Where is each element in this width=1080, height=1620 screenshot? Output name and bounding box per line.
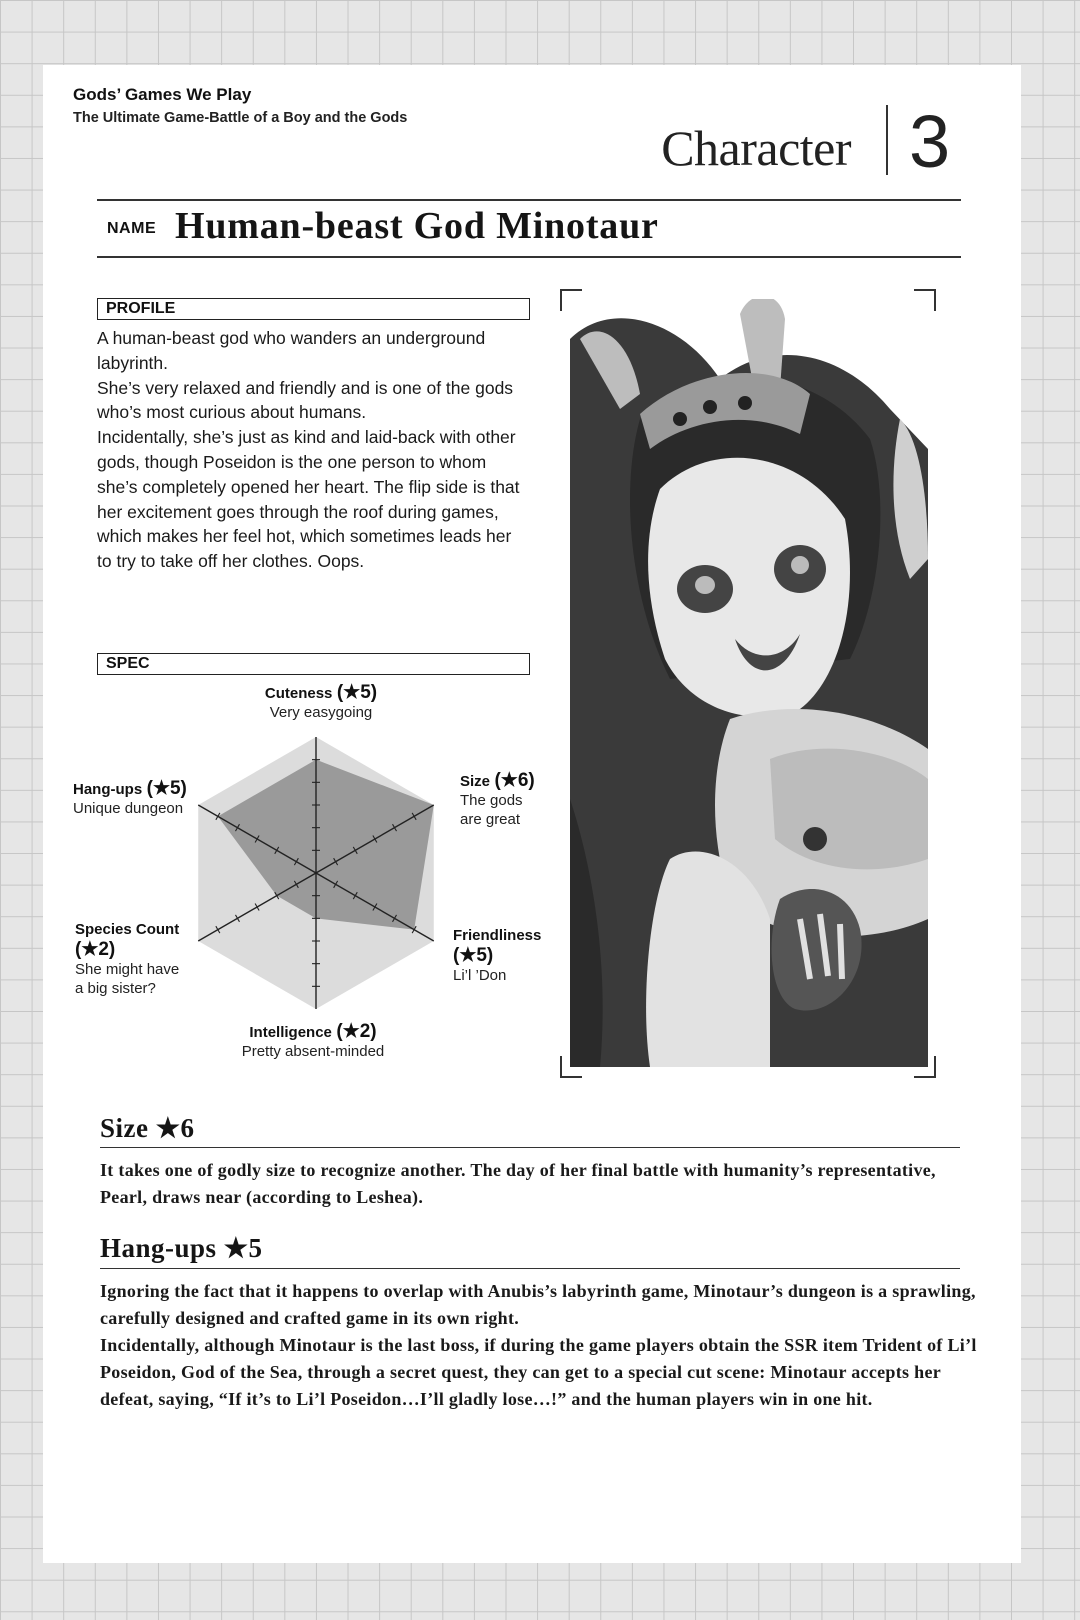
section-paragraph: Incidentally, although Minotaur is the last boss, if during the game players obtain the SSR item Trident of Li’l Poseidon, God of the Sea, through a secret quest, they can get to a special cut scene: Minotaur accepts her defeat, saying, “If it’s to Li’l Poseidon…I’ll gladly lose…!” and the human players win in one hit.: [100, 1335, 977, 1409]
name-rule-bottom: [97, 256, 961, 258]
minotaur-illustration-icon: [570, 299, 928, 1067]
section-heading: Hang-ups ★5: [100, 1233, 263, 1263]
series-subtitle: The Ultimate Game-Battle of a Boy and the Gods: [73, 110, 408, 126]
section-body: [100, 1278, 980, 1413]
series-title: Gods’ Games We Play: [73, 85, 252, 104]
stat-cuteness: [231, 681, 411, 723]
stat-description: Very easygoing: [269, 704, 373, 721]
stat-description: Li’l ’Don: [453, 967, 507, 984]
character-number: 3: [909, 100, 951, 183]
profile-text: [97, 326, 527, 574]
character-heading: Character: [661, 120, 851, 176]
stat-name: Friendliness: [453, 927, 542, 944]
name-rule-top: [97, 199, 961, 201]
section-heading: Size ★6: [100, 1113, 195, 1143]
profile-label: PROFILE: [97, 298, 530, 320]
stat-intelligence: [213, 1020, 413, 1062]
stat-name: Intelligence: [249, 1024, 332, 1041]
frame-corner-bottom-left: [560, 1056, 582, 1078]
stat-description: Pretty absent-minded: [241, 1043, 385, 1060]
stat-name: Species Count: [75, 921, 180, 938]
frame-corner-top-left: [560, 289, 582, 311]
stat-rating: (★5): [336, 682, 378, 703]
stat-species-count: [75, 921, 215, 998]
stat-description: Unique dungeon: [73, 800, 184, 817]
frame-corner-top-right: [914, 289, 936, 311]
character-page: [43, 65, 1021, 1563]
stat-description: The gods: [460, 792, 523, 809]
stat-description: are great: [460, 810, 521, 828]
stat-description: a big sister?: [75, 979, 156, 997]
stat-friendliness: [453, 927, 573, 986]
section-paragraph: Ignoring the fact that it happens to overlap with Anubis’s labyrinth game, Minotaur’s dungeon is a sprawling, carefully designed and crafted game in its own right.: [100, 1281, 976, 1328]
character-name: Human-beast God Minotaur: [175, 205, 659, 247]
stat-rating: (★2): [75, 939, 116, 960]
stat-name: Hang-ups: [73, 781, 143, 798]
profile-paragraph: Incidentally, she’s just as kind and laid-back with other gods, though Poseidon is the one person to whom she’s completely opened her heart. The flip side is that her excitement goes through the roof during games, which makes her feel hot, which sometimes leads her to try to take off her clothes. Oops.: [97, 427, 520, 572]
section-rule: [100, 1268, 960, 1269]
stat-name: Size: [460, 773, 491, 790]
heading-divider: [886, 105, 888, 175]
profile-paragraph: She’s very relaxed and friendly and is one of the gods who’s most curious about humans.: [97, 377, 514, 423]
section-body: [100, 1157, 980, 1211]
stat-rating: (★2): [336, 1021, 377, 1042]
spec-label: SPEC: [97, 653, 530, 675]
stat-rating: (★5): [453, 945, 494, 966]
section-rule: [100, 1147, 960, 1148]
profile-paragraph: A human-beast god who wanders an underground labyrinth.: [97, 328, 486, 373]
name-label: NAME: [107, 220, 157, 237]
stat-hang-ups: [73, 777, 213, 819]
stat-rating: (★6): [494, 770, 535, 791]
character-illustration: [570, 299, 928, 1067]
frame-corner-bottom-right: [914, 1056, 936, 1078]
stat-rating: (★5): [146, 778, 187, 799]
section-paragraph: It takes one of godly size to recognize another. The day of her final battle with humanity’s representative, Pearl, draws near (according to Leshea).: [100, 1160, 936, 1207]
stat-size: [460, 769, 580, 829]
stat-name: Cuteness: [264, 685, 333, 702]
stat-description: She might have: [75, 961, 180, 978]
